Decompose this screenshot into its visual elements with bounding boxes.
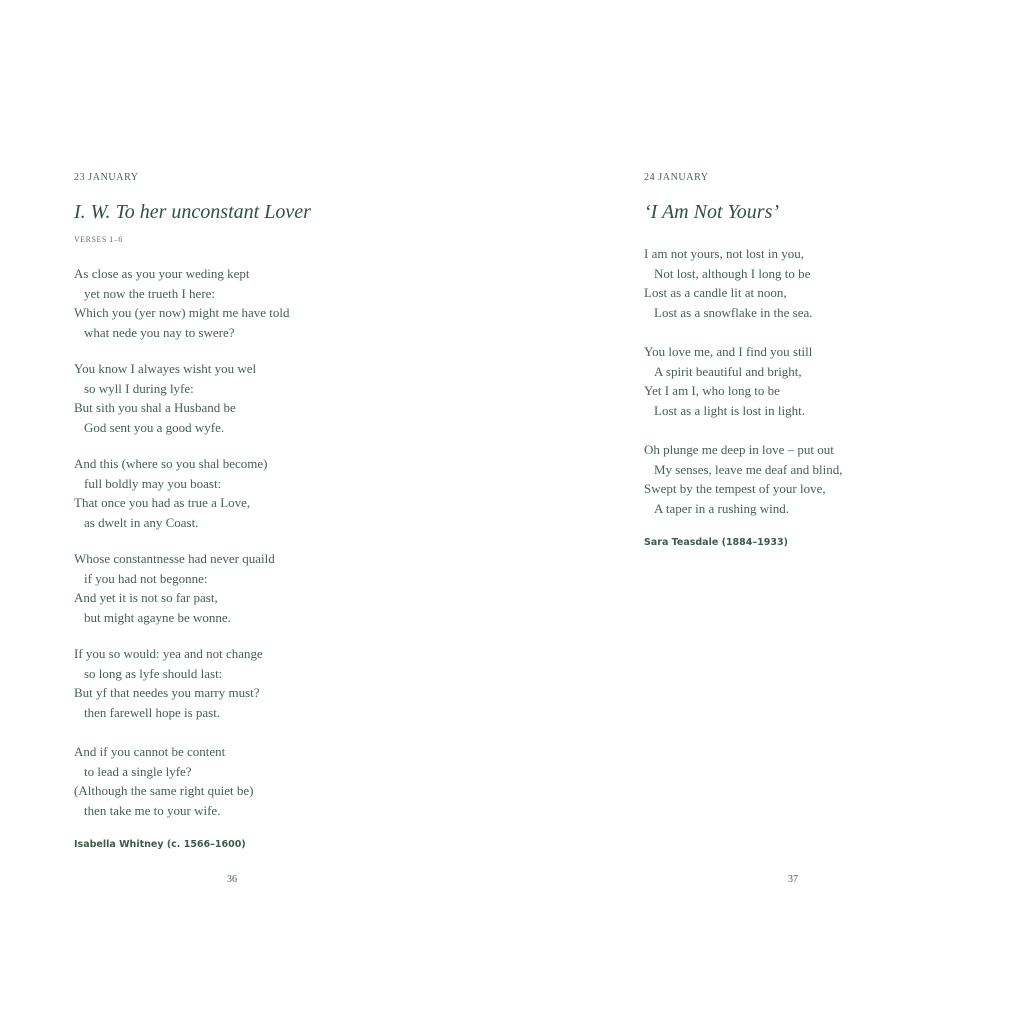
poem-subtitle: VERSES 1–6	[74, 235, 123, 244]
poem-line: (Although the same right quiet be)	[74, 783, 254, 799]
stanza	[74, 549, 275, 627]
poem-author: Sara Teasdale (1884–1933)	[644, 537, 788, 548]
poem-line: You know I alwayes wisht you wel	[74, 361, 257, 376]
poem-line: so wyll I during lyfe:	[84, 380, 194, 396]
poem-line: Which you (yer now) might me have told	[74, 305, 290, 321]
poem-line: A spirit beautiful and bright,	[654, 363, 802, 379]
stanza	[74, 454, 268, 532]
page-number: 36	[227, 874, 237, 885]
stanza	[74, 644, 263, 722]
stanza	[644, 342, 812, 420]
page-number: 37	[788, 874, 798, 885]
poem-line: If you so would: yea and not change	[74, 646, 263, 661]
poem-line: Not lost, although I long to be	[654, 265, 811, 281]
poem-line: Oh plunge me deep in love – put out	[644, 442, 834, 457]
poem-line: then farewell hope is past.	[84, 704, 221, 720]
poem-line: As close as you your weding kept	[74, 266, 250, 281]
poem-line: what nede you nay to swere?	[84, 324, 235, 340]
poem-line: then take me to your wife.	[84, 802, 221, 818]
stanza	[644, 440, 842, 518]
poem-line: God sent you a good wyfe.	[84, 419, 225, 435]
poem-line: I am not yours, not lost in you,	[644, 246, 804, 261]
stanza	[74, 742, 253, 820]
poem-line: yet now the trueth I here:	[84, 285, 216, 301]
poem-title: I. W. To her unconstant Lover	[74, 201, 311, 223]
poem-line: A taper in a rushing wind.	[654, 500, 790, 516]
poem-line: Lost as a light is lost in light.	[654, 402, 805, 418]
poem-line: so long as lyfe should last:	[84, 665, 223, 681]
poem-line: but might agayne be wonne.	[84, 609, 231, 625]
poem-line: You love me, and I find you still	[644, 344, 813, 359]
poem-line: And if you cannot be content	[74, 744, 226, 759]
poem-line: That once you had as true a Love,	[74, 495, 251, 511]
poem-author: Isabella Whitney (c. 1566–1600)	[74, 839, 246, 850]
poem-line: full boldly may you boast:	[84, 475, 222, 491]
poem-line: Whose constantnesse had never quaild	[74, 551, 275, 566]
poem-line: to lead a single lyfe?	[84, 763, 192, 779]
stanza	[644, 244, 812, 322]
poem-line: Swept by the tempest of your love,	[644, 481, 826, 497]
poem-line: Yet I am I, who long to be	[644, 383, 780, 399]
page-date: 23 JANUARY	[74, 172, 139, 183]
poem-line: My senses, leave me deaf and blind,	[654, 461, 843, 477]
poem-line: But yf that needes you marry must?	[74, 685, 260, 701]
page-date: 24 JANUARY	[644, 172, 709, 183]
poem-line: as dwelt in any Coast.	[84, 514, 199, 530]
stanza	[74, 264, 290, 342]
poem-line: Lost as a candle lit at noon,	[644, 285, 787, 301]
poem-line: Lost as a snowflake in the sea.	[654, 304, 813, 320]
poem-line: But sith you shal a Husband be	[74, 400, 236, 416]
poem-line: And this (where so you shal become)	[74, 456, 268, 471]
stanza	[74, 359, 256, 437]
poem-title: ‘I Am Not Yours’	[644, 201, 780, 223]
poem-line: And yet it is not so far past,	[74, 590, 218, 606]
poem-line: if you had not begonne:	[84, 570, 208, 586]
